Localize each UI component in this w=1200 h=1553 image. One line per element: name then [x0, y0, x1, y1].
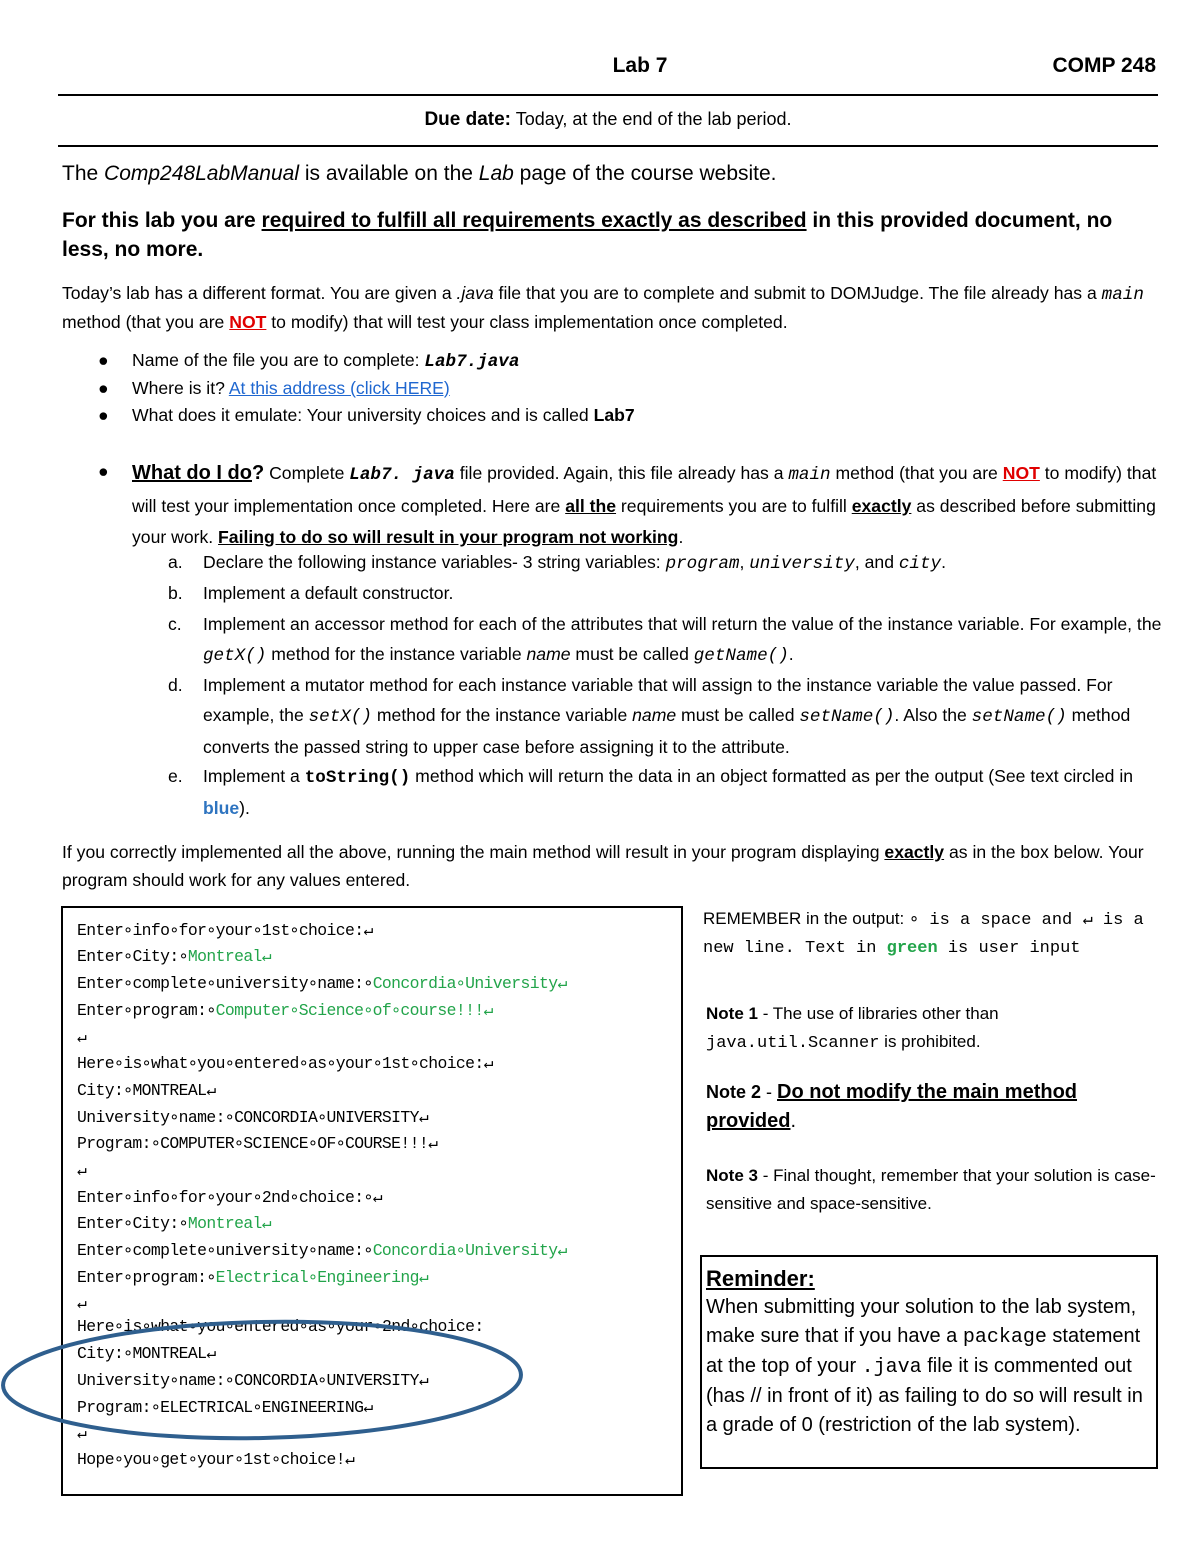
- output-line: Enter∘info∘for∘your∘1st∘choice:↵: [77, 921, 373, 940]
- step-e: Implement a toString() method which will return the data in an object formatted as per the output (See text circled in blue).: [203, 766, 1134, 818]
- step-label: d.: [168, 675, 183, 695]
- output-line: Enter∘complete∘university∘name:∘Concordia∘University↵: [77, 974, 567, 993]
- output-line: ↵: [77, 1028, 87, 1047]
- bullet-dot: ●: [98, 350, 109, 370]
- manual-paragraph: The Comp248LabManual is available on the Lab page of the course website.: [62, 162, 777, 185]
- bullet-dot: ●: [98, 405, 109, 425]
- output-line: Enter∘program:∘Electrical∘Engineering↵: [77, 1268, 429, 1287]
- output-line: Enter∘program:∘Computer∘Science∘of∘course!!!↵: [77, 1001, 493, 1020]
- output-line: Enter∘City:∘Montreal↵: [77, 1214, 272, 1233]
- course-code: COMP 248: [1052, 54, 1156, 77]
- note-2: Note 2 - Do not modify the main method provided.: [706, 1081, 1078, 1132]
- bullet-location: Where is it? At this address (click HERE): [132, 378, 450, 398]
- note-3: Note 3 - Final thought, remember that your solution is case-sensitive and space-sensitive.: [706, 1166, 1156, 1213]
- step-c: Implement an accessor method for each of the attributes that will return the value of the instance variable. For example, the getX() method for the instance variable name must be called getName().: [203, 614, 1162, 666]
- requirements-paragraph: For this lab you are required to fulfill all requirements exactly as described in this provided document, no less, no more.: [62, 209, 1113, 261]
- output-line: Hope∘you∘get∘your∘1st∘choice!↵: [77, 1450, 355, 1469]
- step-label: c.: [168, 614, 182, 634]
- step-label: e.: [168, 766, 183, 786]
- output-line: University∘name:∘CONCORDIA∘UNIVERSITY↵: [77, 1371, 429, 1390]
- reminder-box: [700, 1255, 1158, 1469]
- file-link[interactable]: At this address (click HERE): [228, 378, 450, 398]
- bullet-file-name: Name of the file you are to complete: Lab7.java: [132, 350, 520, 372]
- bullet-emulate: What does it emulate: Your university choices and is called Lab7: [132, 405, 635, 425]
- due-text: Today, at the end of the lab period.: [511, 109, 792, 129]
- output-line: Program:∘COMPUTER∘SCIENCE∘OF∘COURSE!!!↵: [77, 1134, 438, 1153]
- step-a: Declare the following instance variables- 3 string variables: program, university, and city.: [203, 552, 946, 574]
- step-d: Implement a mutator method for each instance variable that will assign to the instance variable the value passed. For example, the setX() method for the instance variable name must be called setName(). Also the setName() method converts the passed string to upper case before assigning it to the attribute.: [203, 675, 1131, 757]
- due-date: [58, 109, 1158, 131]
- bullet-dot: ●: [98, 378, 109, 398]
- reminder-title: Reminder:: [706, 1266, 815, 1291]
- output-line: City:∘MONTREAL↵: [77, 1344, 216, 1363]
- remember-note: REMEMBER in the output: ∘ is a space and ↵ is a new line. Text in green is user input: [703, 909, 1144, 958]
- output-line: Here∘is∘what∘you∘entered∘as∘your∘1st∘choice:↵: [77, 1054, 493, 1073]
- reminder-text: When submitting your solution to the lab system, make sure that if you have a package statement at the top of your .java file it is commented out (has // in front of it) as failing to do so will result in a grade of 0 (restriction of the lab system).: [706, 1296, 1143, 1436]
- output-line: City:∘MONTREAL↵: [77, 1081, 216, 1100]
- due-label: Due date:: [424, 109, 512, 130]
- output-line: Program:∘ELECTRICAL∘ENGINEERING↵: [77, 1398, 373, 1417]
- output-line: Enter∘info∘for∘your∘2nd∘choice:∘↵: [77, 1188, 383, 1207]
- note-1: Note 1 - The use of libraries other than java.util.Scanner is prohibited.: [706, 1004, 999, 1053]
- output-line: ↵: [77, 1424, 87, 1443]
- output-line: ↵: [77, 1294, 87, 1313]
- output-line: Here∘is∘what∘you∘entered∘as∘your∘2nd∘choice:: [77, 1317, 484, 1336]
- bullet-dot: ●: [98, 461, 109, 481]
- output-paragraph: If you correctly implemented all the above, running the main method will result in your program displaying exactly as in the box below. Your program should work for any values entered.: [62, 842, 1144, 890]
- header-rule: [58, 145, 1158, 147]
- output-line: Enter∘complete∘university∘name:∘Concordia∘University↵: [77, 1241, 567, 1260]
- top-rule: [58, 94, 1158, 96]
- step-label: a.: [168, 552, 183, 572]
- output-line: University∘name:∘CONCORDIA∘UNIVERSITY↵: [77, 1108, 429, 1127]
- output-line: Enter∘City:∘Montreal↵: [77, 947, 272, 966]
- step-label: b.: [168, 583, 183, 603]
- step-b: Implement a default constructor.: [203, 583, 454, 603]
- lab-title: Lab 7: [612, 54, 668, 77]
- format-paragraph: Today’s lab has a different format. You are given a .java file that you are to complete and submit to DOMJudge. The file already has a main method (that you are NOT to modify) that will test your class implementation once completed.: [62, 283, 1144, 332]
- output-line: ↵: [77, 1161, 87, 1180]
- what-do-i-do: What do I do? Complete Lab7. java file provided. Again, this file already has a main method (that you are NOT to modify) that will test your implementation once completed. Here are all the requirements you are to fulfill exactly as described before submitting your work. Failing to do so will result in your program not working.: [132, 462, 1157, 547]
